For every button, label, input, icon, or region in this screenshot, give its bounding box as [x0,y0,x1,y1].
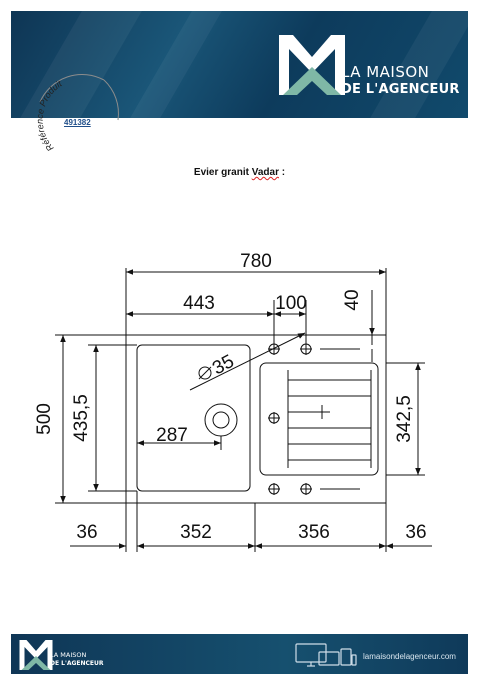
footer-banner [11,634,468,674]
dim-total-depth: 500 [34,403,55,435]
devices-icon [295,643,357,667]
dim-drain-position: 287 [156,425,188,446]
dim-bowl-position: 443 [183,293,215,314]
product-title [0,167,479,178]
product-title-suffix: : [278,167,286,178]
website-link[interactable]: lamaisondelagenceur.com [363,652,456,661]
dim-drainer-width: 356 [298,522,330,543]
reference-code-link[interactable]: 491382 [64,118,91,127]
dim-bowl-width: 352 [180,522,212,543]
dim-margin-left: 36 [76,522,98,543]
brand-logo-icon [279,35,345,95]
brand-name-line1: LA MAISON [341,63,430,81]
dim-drain-diameter: 35 [209,350,238,380]
brand-name-line2: DE L'AGENCEUR [341,82,460,97]
dim-hole-offset: 40 [342,289,363,311]
product-title-name: Vadar [251,167,279,178]
dim-bowl-depth: 435,5 [71,394,92,442]
dim-hole-spacing: 100 [275,293,307,314]
technical-drawing [0,230,479,560]
footer-brand-line2: DE L'AGENCEUR [50,660,104,667]
drain-hole [205,404,237,436]
dim-margin-right: 36 [405,522,427,543]
sink-outline [126,335,386,503]
footer-logo-icon [19,640,53,670]
sink-drainer [260,363,378,475]
product-title-prefix: Evier granit [193,167,252,178]
reference-badge [18,62,128,172]
dim-total-width: 780 [240,251,272,272]
footer-brand-line1: LA MAISON [50,651,87,659]
reference-badge-label: Référence Produit [34,78,64,154]
dim-drainer-depth: 342,5 [394,395,415,443]
tap-holes [268,343,312,495]
